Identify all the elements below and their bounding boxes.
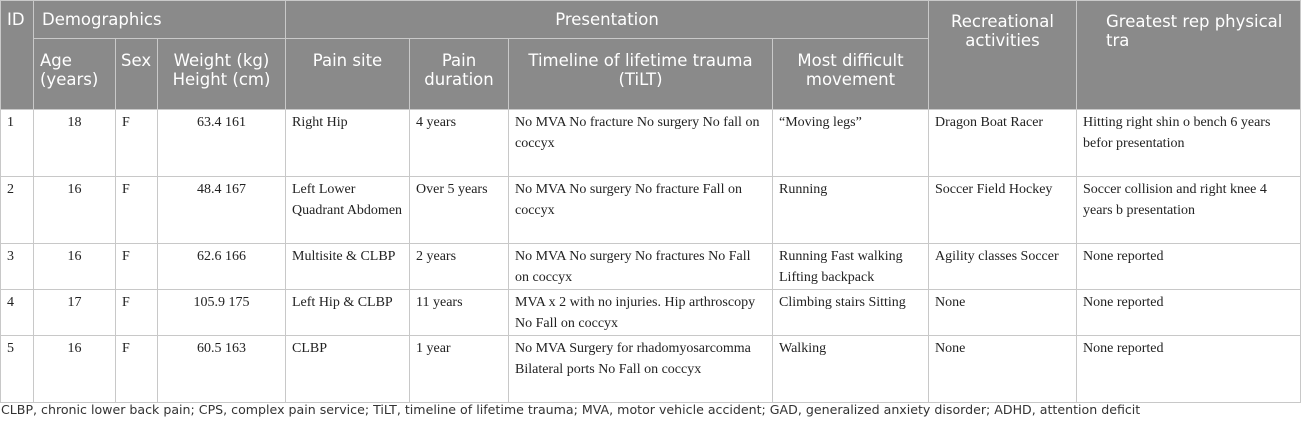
cell-timeline: MVA x 2 with no injuries. Hip arthroscopy No Fall on coccyx: [509, 290, 773, 336]
cell-age: 16: [34, 336, 116, 403]
cell-recreation: Dragon Boat Racer: [929, 110, 1077, 177]
cell-recreation: Soccer Field Hockey: [929, 177, 1077, 244]
cell-weight-height: 105.9 175: [158, 290, 286, 336]
cell-weight-height: 62.6 166: [158, 244, 286, 290]
cell-pain-site: Left Lower Quadrant Abdomen: [286, 177, 410, 244]
cell-pain-duration: 4 years: [410, 110, 509, 177]
table-footnote: CLBP, chronic lower back pain; CPS, complex pain service; TiLT, timeline of lifetime trauma; MVA, motor vehicle accident; GAD, generalized anxiety disorder; ADHD, attention deficit: [1, 402, 1141, 417]
header-age: Age (years): [34, 39, 116, 110]
cell-sex: F: [116, 290, 158, 336]
cell-pain-site: CLBP: [286, 336, 410, 403]
cell-timeline: No MVA No surgery No fractures No Fall on coccyx: [509, 244, 773, 290]
cell-greatest-trauma: Hitting right shin o bench 6 years befor presentation: [1077, 110, 1301, 177]
header-demographics: Demographics: [34, 1, 286, 39]
table-row: [1, 290, 1301, 336]
cell-sex: F: [116, 336, 158, 403]
cell-weight-height: 63.4 161: [158, 110, 286, 177]
cell-age: 17: [34, 290, 116, 336]
cell-age: 16: [34, 177, 116, 244]
table-row: [1, 244, 1301, 290]
cell-pain-duration: 11 years: [410, 290, 509, 336]
cell-greatest-trauma: None reported: [1077, 290, 1301, 336]
cell-recreation: Agility classes Soccer: [929, 244, 1077, 290]
cell-weight-height: 48.4 167: [158, 177, 286, 244]
cell-movement: “Moving legs”: [773, 110, 929, 177]
cell-movement: Running Fast walking Lifting backpack: [773, 244, 929, 290]
header-greatest-reported-trauma: Greatest rep physical tra: [1077, 1, 1301, 110]
cell-pain-duration: 1 year: [410, 336, 509, 403]
cell-age: 18: [34, 110, 116, 177]
header-recreational-activities: Recreational activities: [929, 1, 1077, 110]
cell-greatest-trauma: None reported: [1077, 336, 1301, 403]
table-row: [1, 110, 1301, 177]
cell-movement: Climbing stairs Sitting: [773, 290, 929, 336]
cell-greatest-trauma: Soccer collision and right knee 4 years b presentation: [1077, 177, 1301, 244]
cell-id: 5: [1, 336, 34, 403]
cell-movement: Walking: [773, 336, 929, 403]
cell-pain-site: Right Hip: [286, 110, 410, 177]
cell-id: 2: [1, 177, 34, 244]
cell-timeline: No MVA Surgery for rhadomyosarcomma Bilateral ports No Fall on coccyx: [509, 336, 773, 403]
header-weight-height: Weight (kg) Height (cm): [158, 39, 286, 110]
cell-sex: F: [116, 177, 158, 244]
table-row: [1, 177, 1301, 244]
header-pain-duration: Pain duration: [410, 39, 509, 110]
table-row: [1, 336, 1301, 403]
header-id: ID: [1, 1, 34, 110]
cell-sex: F: [116, 244, 158, 290]
cell-movement: Running: [773, 177, 929, 244]
cell-age: 16: [34, 244, 116, 290]
header-presentation: Presentation: [286, 1, 929, 39]
cell-recreation: None: [929, 336, 1077, 403]
cell-recreation: None: [929, 290, 1077, 336]
cell-sex: F: [116, 110, 158, 177]
cell-timeline: No MVA No surgery No fracture Fall on coccyx: [509, 177, 773, 244]
header-pain-site: Pain site: [286, 39, 410, 110]
cell-pain-site: Left Hip & CLBP: [286, 290, 410, 336]
cell-greatest-trauma: None reported: [1077, 244, 1301, 290]
header-most-difficult-movement: Most difficult movement: [773, 39, 929, 110]
cell-pain-site: Multisite & CLBP: [286, 244, 410, 290]
cell-pain-duration: 2 years: [410, 244, 509, 290]
cell-id: 1: [1, 110, 34, 177]
header-sex: Sex: [116, 39, 158, 110]
header-timeline: Timeline of lifetime trauma (TiLT): [509, 39, 773, 110]
cell-id: 4: [1, 290, 34, 336]
cell-id: 3: [1, 244, 34, 290]
cell-timeline: No MVA No fracture No surgery No fall on coccyx: [509, 110, 773, 177]
cell-pain-duration: Over 5 years: [410, 177, 509, 244]
cell-weight-height: 60.5 163: [158, 336, 286, 403]
